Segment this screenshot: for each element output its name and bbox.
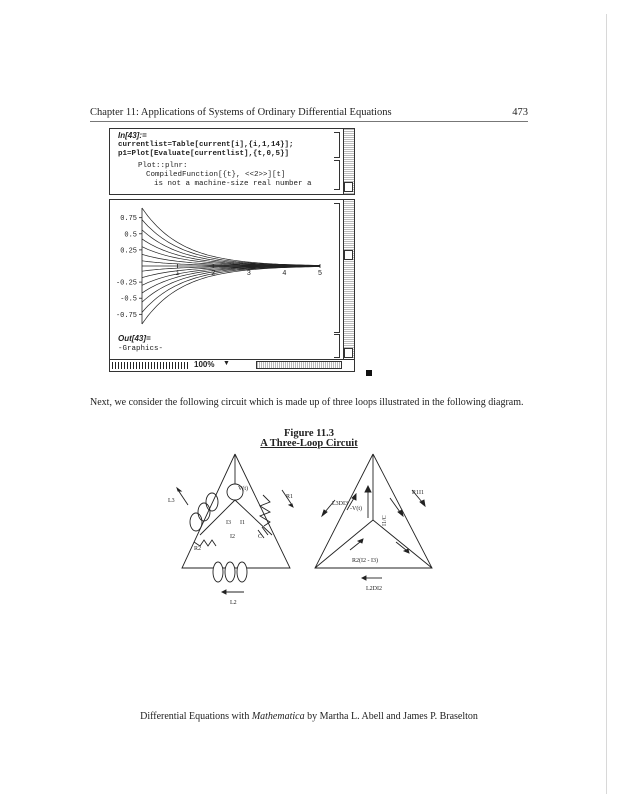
series-line xyxy=(142,208,320,265)
scroll-down-arrow[interactable] xyxy=(344,348,353,358)
arrow-head-icon xyxy=(358,539,363,543)
message-line-2: CompiledFunction[{t}, <<2>>][t] xyxy=(146,171,286,179)
inner-wire xyxy=(235,500,272,535)
output-prompt: Out[43]= xyxy=(118,334,151,343)
series-line xyxy=(142,266,323,293)
horizontal-scrollbar[interactable] xyxy=(256,361,342,369)
current-plot xyxy=(110,200,335,328)
label-l2: L2 xyxy=(230,600,237,606)
footer-software: Mathematica xyxy=(251,711,305,722)
cell-bracket[interactable] xyxy=(334,160,340,190)
window-statusbar xyxy=(109,359,355,372)
arrow-icon xyxy=(350,542,360,550)
resistor-r1-icon xyxy=(260,495,270,526)
label-r1i1: R1I1 xyxy=(412,490,424,496)
input-line-1[interactable]: currentlist=Table[current[i],{i,1,14}]; xyxy=(118,141,294,149)
three-loop-circuit-diagram xyxy=(160,450,560,610)
series-line xyxy=(142,267,323,324)
circuit-schematic xyxy=(168,454,293,606)
x-tick-label: 5 xyxy=(317,270,323,278)
inductor-l2-coil xyxy=(225,562,235,582)
page-number: 473 xyxy=(512,107,528,118)
x-tick-label: 1 xyxy=(175,270,180,278)
inductor-l3-coil xyxy=(190,513,202,531)
arrow-head-icon xyxy=(362,576,366,580)
y-tick-label: -0.5 xyxy=(120,295,137,304)
inductor-l3-coil xyxy=(206,493,218,511)
inner-edge xyxy=(373,520,432,568)
arrow-head-icon xyxy=(404,549,409,553)
arrow-icon xyxy=(390,498,400,512)
label-l3di3: L3DI3 xyxy=(332,501,348,507)
message-line-3: is not a machine-size real number a xyxy=(154,180,312,188)
footer-text: Differential Equations with xyxy=(140,711,252,722)
label-r1: R1 xyxy=(286,494,294,500)
series-line xyxy=(142,220,320,266)
label-c: C xyxy=(258,534,263,540)
zoom-menu[interactable]: 100% xyxy=(194,360,215,369)
y-tick-label: 0.5 xyxy=(124,231,137,240)
loop-voltage-diagram xyxy=(315,454,432,592)
cell-bracket[interactable] xyxy=(334,203,340,333)
message-line-1: Plot::plnr: xyxy=(138,162,188,170)
label-i3: I3 xyxy=(226,520,231,526)
vertical-scrollbar[interactable] xyxy=(343,200,354,360)
inductor-l2-coil xyxy=(237,562,247,582)
series-line xyxy=(142,239,320,266)
cell-bracket[interactable] xyxy=(334,334,340,358)
page-edge-rule xyxy=(606,14,607,794)
label-l3: L3 xyxy=(168,498,175,504)
y-tick-label: 0.75 xyxy=(120,215,137,224)
figure-title: A Three-Loop Circuit xyxy=(260,438,358,449)
arrow-head-icon xyxy=(289,504,293,507)
input-line-2[interactable]: p1=Plot[Evaluate[currentlist],{t,0,5}] xyxy=(118,150,290,158)
x-tick-label: 4 xyxy=(282,270,287,278)
status-pattern xyxy=(112,362,190,369)
x-tick-label: 3 xyxy=(246,270,251,278)
body-paragraph: Next, we consider the following circuit which is made up of three loops illustrated in the following diagram. xyxy=(90,397,524,408)
arrow-head-icon xyxy=(222,590,226,594)
footer-authors: by Martha L. Abell and James P. Braselton xyxy=(304,711,478,722)
label-voltage: V(t) xyxy=(238,486,248,492)
cell-bracket[interactable] xyxy=(334,132,340,158)
notebook-output-cell[interactable] xyxy=(109,199,355,361)
y-tick-label: -0.75 xyxy=(115,311,137,320)
input-prompt: In[43]:= xyxy=(118,131,147,140)
header-rule xyxy=(90,121,528,122)
label-minus-voltage: -V(t) xyxy=(350,506,362,512)
arrow-head-icon xyxy=(365,486,371,492)
scroll-thumb[interactable] xyxy=(344,250,353,260)
label-r2: R2 xyxy=(194,546,202,552)
y-tick-label: -0.25 xyxy=(115,279,137,288)
y-tick-label: 0.25 xyxy=(120,247,137,256)
outer-triangle xyxy=(315,454,432,568)
label-r2-drop: R2(I2 - I3) xyxy=(352,558,378,564)
vertical-scrollbar[interactable] xyxy=(343,129,354,194)
page-footer xyxy=(0,711,618,722)
figure-number: Figure 11.3 xyxy=(284,428,334,439)
chevron-down-icon[interactable]: ▼ xyxy=(223,360,230,367)
notebook-input-cell[interactable] xyxy=(109,128,355,195)
label-i1: I1 xyxy=(240,520,245,526)
label-l2di2: L2DI2 xyxy=(366,586,382,592)
output-value: -Graphics- xyxy=(118,345,164,353)
chapter-title: Chapter 11: Applications of Systems of Ordinary Differential Equations xyxy=(90,107,392,118)
x-tick-label: 2 xyxy=(211,270,216,278)
inductor-l2-coil xyxy=(213,562,223,582)
scroll-thumb[interactable] xyxy=(344,182,353,192)
label-capacitor-drop: I1/C xyxy=(382,515,388,526)
page-header xyxy=(90,107,528,118)
end-of-example-square xyxy=(366,370,372,376)
series-line xyxy=(142,267,323,313)
label-i2: I2 xyxy=(230,534,235,540)
arrow-icon xyxy=(178,490,188,505)
arrow-head-icon xyxy=(177,488,181,491)
